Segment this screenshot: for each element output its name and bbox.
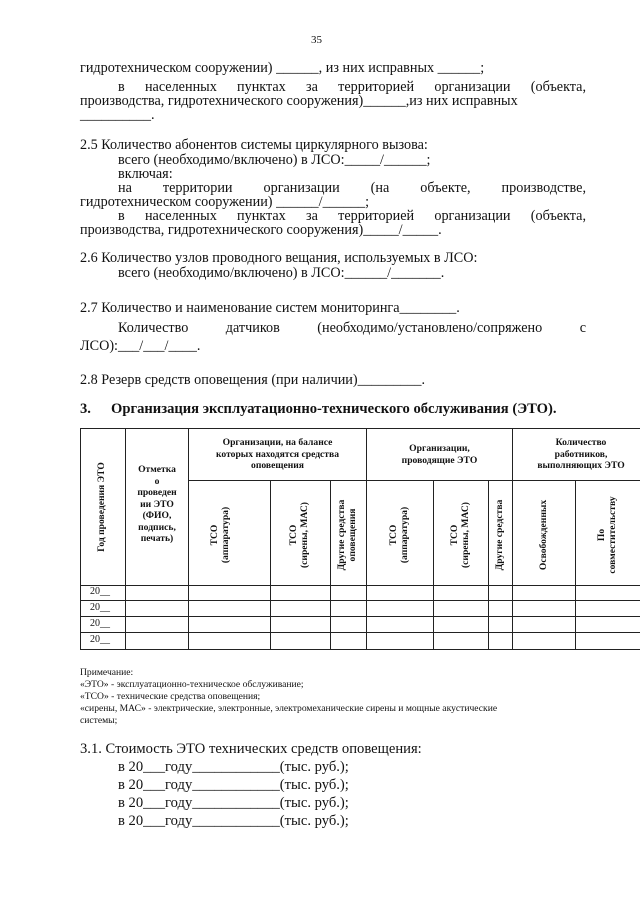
row-sep-3 [80, 632, 640, 633]
note-title: Примечание: [80, 667, 134, 678]
col-sep-5 [575, 480, 576, 650]
section-2-7-sensors-1: Количество датчиков (необходимо/установлено/сопряжено с [118, 320, 586, 336]
row-sep-1 [80, 600, 640, 601]
header-other-means: Другие средства оповещения [336, 499, 358, 571]
section-2-5-territory-2: гидротехническом сооружении) ______/______; [80, 194, 370, 210]
header-tso-app-2: ТСО (аппаратура) [388, 506, 410, 564]
header-tso-app: ТСО (аппаратура) [209, 506, 231, 564]
header-group-balance: Организации, на балансе которых находятся средства оповещения [216, 437, 339, 471]
section-2-7-sensors-2: ЛСО):___/___/____. [80, 338, 201, 354]
section-2-7-title: 2.7 Количество и наименование систем мониторинга________. [80, 300, 460, 316]
note-sirens: «сирены, МАС» - электрические, электронные, электромеханические сирены и мощные акустические [80, 703, 498, 714]
header-other-means-2: Другие средства [494, 499, 505, 571]
row-sep-2 [80, 616, 640, 617]
section-3-number: 3. [80, 401, 91, 417]
row-year-2: 20__ [90, 602, 110, 613]
eto-table [80, 428, 640, 650]
section-2-5-settlements-2: производства, гидротехнического сооружения)_____/_____. [80, 222, 442, 238]
col-sep-2 [330, 480, 331, 650]
section-3-1-title: 3.1. Стоимость ЭТО технических средств оповещения: [80, 741, 422, 757]
cost-line-4: в 20___году____________(тыс. руб.); [118, 813, 349, 829]
note-systems: системы; [80, 715, 118, 726]
section-2-5-territory-1: на территории организации (на объекте, производстве, [118, 180, 586, 196]
row-year-1: 20__ [90, 586, 110, 597]
section-2-5-title: 2.5 Количество абонентов системы циркулярного вызова: [80, 137, 428, 153]
col-sep-3 [433, 480, 434, 650]
top-line-1: гидротехническом сооружении) ______, из них исправных ______; [80, 60, 485, 76]
note-tso: «ТСО» - технические средства оповещения; [80, 691, 261, 702]
top-line-2: в населенных пунктах за территорией организации (объекта, [118, 79, 586, 95]
header-tso-sirens: ТСО (сирены, МАС) [288, 501, 310, 569]
header-combined: По совместительству [596, 496, 618, 574]
section-2-6-total: всего (необходимо/включено) в ЛСО:______/_______. [118, 265, 445, 281]
cost-line-1: в 20___году____________(тыс. руб.); [118, 759, 349, 775]
header-freed: Освобожденных [538, 499, 549, 571]
row-year-4: 20__ [90, 634, 110, 645]
section-2-8-title: 2.8 Резерв средств оповещения (при наличии)_________. [80, 372, 426, 388]
header-sub-sep [188, 480, 640, 481]
header-group-workers: Количество работников, выполняющих ЭТО [537, 437, 625, 471]
table-border-top [80, 428, 640, 429]
cost-line-2: в 20___году____________(тыс. руб.); [118, 777, 349, 793]
section-2-5-including: включая: [118, 166, 173, 182]
header-mark: Отметка о проведен ии ЭТО (ФИО, подпись, печать) [137, 464, 177, 544]
section-2-5-settlements-1: в населенных пунктах за территорией организации (объекта, [118, 208, 586, 224]
top-line-3: производства, гидротехнического сооружения)______,из них исправных [80, 93, 518, 109]
row-year-3: 20__ [90, 618, 110, 629]
header-group-eto-orgs: Организации, проводящие ЭТО [401, 443, 478, 466]
cost-line-3: в 20___году____________(тыс. руб.); [118, 795, 349, 811]
page-number: 35 [311, 34, 322, 46]
note-eto: «ЭТО» - эксплуатационно-техническое обслуживание; [80, 679, 304, 690]
header-bottom-sep [80, 585, 640, 586]
header-year: Год проведения ЭТО [96, 462, 107, 552]
table-border-bottom [80, 649, 640, 650]
col-sep-1 [270, 480, 271, 650]
col-sep-4 [488, 480, 489, 650]
section-2-6-title: 2.6 Количество узлов проводного вещания, используемых в ЛСО: [80, 250, 478, 266]
top-line-4: __________. [80, 107, 155, 123]
section-2-5-total: всего (необходимо/включено) в ЛСО:_____/______; [118, 152, 431, 168]
header-tso-sirens-2: ТСО (сирены, МАС) [449, 501, 471, 569]
section-3-title: Организация эксплуатационно-технического обслуживания (ЭТО). [111, 401, 557, 417]
